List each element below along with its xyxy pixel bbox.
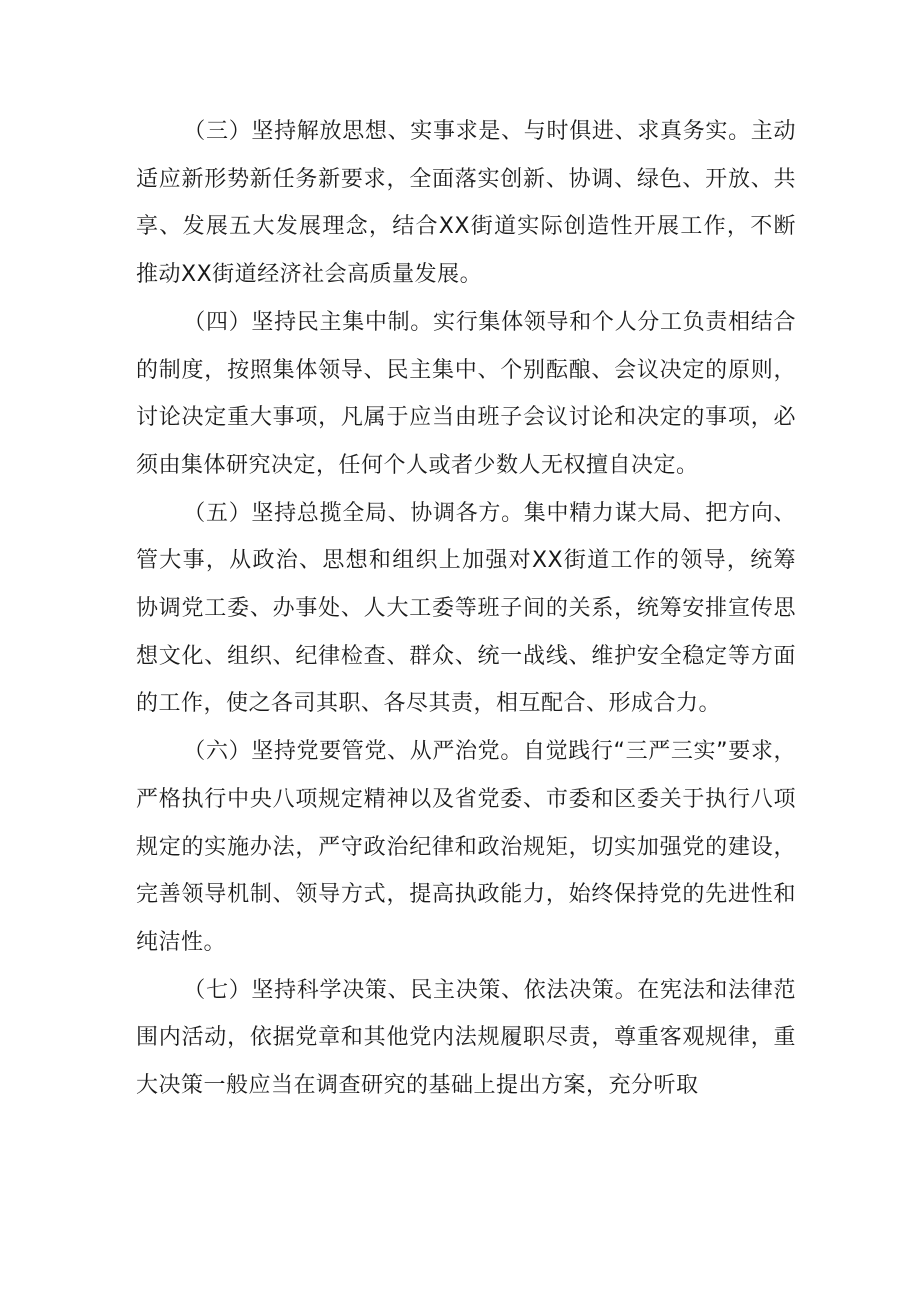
paragraph-seven: （七）坚持科学决策、民主决策、依法决策。在宪法和法律范围内活动，依据党章和其他党内法规履职尽责，尊重客观规律，重大决策一般应当在调查研究的基础上提出方案，充分听取 xyxy=(136,977,796,1099)
paragraph-four: （四）坚持民主集中制。实行集体领导和个人分工负责相结合的制度，按照集体领导、民主集中、个别酝酿、会议决定的原则，讨论决定重大事项，凡属于应当由班子会议讨论和决定的事项，必须由集体研究决定，任何个人或者少数人无权擅自决定。 xyxy=(136,309,796,478)
paragraph-three: （三）坚持解放思想、实事求是、与时俱进、求真务实。主动适应新形势新任务新要求，全面落实创新、协调、绿色、开放、共享、发展五大发展理念，结合XX街道实际创造性开展工作，不断推动XX街道经济社会高质量发展。 xyxy=(136,119,796,288)
paragraph-six: （六）坚持党要管党、从严治党。自觉践行“三严三实”要求，严格执行中央八项规定精神以及省党委、市委和区委关于执行八项规定的实施办法，严守政治纪律和政治规矩，切实加强党的建设，完善领导机制、领导方式，提高执政能力，始终保持党的先进性和纯洁性。 xyxy=(136,739,796,955)
paragraph-five: （五）坚持总揽全局、协调各方。集中精力谋大局、把方向、管大事，从政治、思想和组织上加强对XX街道工作的领导，统筹协调党工委、办事处、人大工委等班子间的关系，统筹安排宣传思想文化、组织、纪律检查、群众、统一战线、维护安全稳定等方面的工作，使之各司其职、各尽其责，相互配合、形成合力。 xyxy=(136,500,796,717)
document-body xyxy=(136,108,796,1110)
